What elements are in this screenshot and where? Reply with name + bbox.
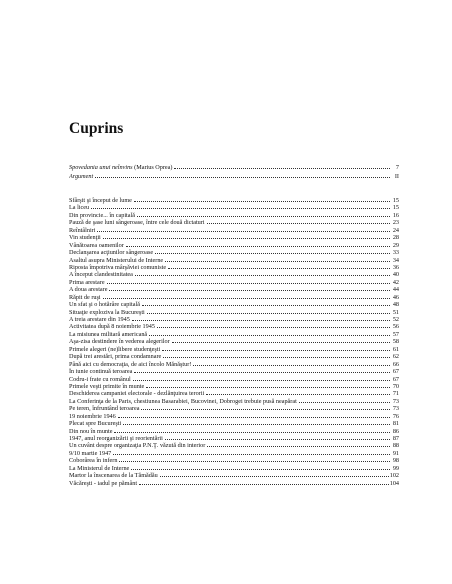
toc-entry-title <box>69 249 154 256</box>
toc-entry-title <box>69 450 112 457</box>
toc-entry-title-text: Văcăreşti - iadul pe pământ <box>69 479 138 487</box>
toc-entry-page-number: 52 <box>392 316 399 323</box>
toc-entry <box>69 368 399 375</box>
toc-entry-title <box>69 301 141 308</box>
toc-entry-title-text: A început clandestinitatea <box>69 271 133 279</box>
toc-entry-title <box>69 383 145 390</box>
toc-entry-page-number: 56 <box>392 323 399 331</box>
toc-entry-title-text: Asaltul asupra Ministerului de Interne <box>69 256 164 264</box>
dot-leader <box>118 416 390 418</box>
toc-entry-title-text: La Ministerul de Interne <box>69 464 130 472</box>
dot-leader <box>126 245 390 247</box>
toc-entry <box>69 457 399 464</box>
dot-leader <box>131 468 390 470</box>
toc-entry-title <box>69 368 133 375</box>
dot-leader <box>134 371 390 373</box>
toc-entry-title <box>69 234 102 241</box>
toc-entry <box>69 257 399 264</box>
dot-leader <box>123 423 390 425</box>
toc-entry-title <box>69 465 130 472</box>
dot-leader <box>147 312 390 314</box>
toc-entry-title-text: A treia arestare din 1945 <box>69 316 130 323</box>
toc-entry-title-text: După trei arestări, prima condamnare <box>69 353 162 361</box>
toc-entry <box>69 249 399 256</box>
toc-entry-page-number: 57 <box>392 330 399 338</box>
toc-entry-title <box>69 390 205 397</box>
toc-entry-page-number: 76 <box>392 412 399 420</box>
toc-entry <box>69 450 399 457</box>
toc-entry-page-number: 40 <box>392 271 399 279</box>
dot-leader <box>141 408 390 410</box>
dot-leader <box>109 289 390 291</box>
toc-entry <box>69 301 399 308</box>
toc-entry <box>69 420 399 427</box>
toc-entry <box>69 353 399 360</box>
toc-entry <box>69 405 399 412</box>
dot-leader <box>206 393 390 395</box>
toc-entry-title <box>69 472 159 479</box>
toc-entry-title-text: În iunie continuă teroarea <box>69 368 133 376</box>
toc-entry <box>69 442 399 449</box>
toc-entry-title-text: Situaţie exploziva la Bucureşti <box>69 308 145 316</box>
toc-entry <box>69 383 399 390</box>
toc-entry-title-text: Vânătoarea oamenilor <box>69 241 124 249</box>
toc-entry-title-text: Un sfat şi o hotărâre capitală <box>69 301 140 309</box>
dot-leader <box>139 483 389 485</box>
dot-leader <box>107 282 390 284</box>
toc-entry-title <box>69 242 125 249</box>
toc-entry-page-number: 67 <box>392 375 399 383</box>
toc-entry-title-text: La Conferinţa de la Paris, chestiunea Basarabiei, Bucovinei, Dobrogei trebuie pusă neapărat <box>69 397 297 405</box>
toc-entry-page-number: 7 <box>395 164 399 171</box>
toc-entry-title-text: Prima arestare <box>69 278 105 286</box>
toc-entry-page-number: 15 <box>392 204 399 212</box>
toc-entry-title <box>69 420 122 427</box>
toc-entry-page-number: 88 <box>392 442 399 450</box>
toc-entry-page-number: 46 <box>392 293 399 301</box>
toc-entry-title-text: Deschiderea campaniei electorale - dezlănţuirea terorii <box>69 390 205 398</box>
toc-entry-title-text: 1947, anul reorganizării şi reorientării <box>69 435 163 442</box>
toc-entry <box>69 234 399 241</box>
toc-entry-title <box>69 264 167 271</box>
toc-entry <box>69 227 399 234</box>
dot-leader <box>146 386 390 388</box>
toc-entry <box>69 346 399 353</box>
toc-entry-title-text: Din nou în munte <box>69 427 113 435</box>
toc-chapters-section <box>69 197 399 487</box>
toc-entry-title-text: Pe teren, înfruntând teroarea <box>69 405 140 413</box>
toc-entry-title <box>69 227 96 234</box>
toc-entry-title-text: Pauză de şase luni sângeroase, între cele două dictaturi <box>69 219 205 227</box>
dot-leader <box>207 222 390 224</box>
toc-entry-page-number: 87 <box>392 435 399 442</box>
toc-entry <box>69 398 399 405</box>
dot-leader <box>172 341 390 343</box>
toc-entry-title <box>69 212 136 219</box>
dot-leader <box>113 453 390 455</box>
toc-entry-page-number: 15 <box>392 197 399 204</box>
dot-leader <box>165 438 390 440</box>
toc-entry-title <box>69 457 118 464</box>
dot-leader <box>160 475 389 477</box>
dot-leader <box>103 297 390 299</box>
dot-leader <box>134 200 390 202</box>
toc-entry-title-text: Răpit de ruşi <box>69 293 101 301</box>
toc-entry-title <box>69 309 146 316</box>
toc-entry-title-text: La liceu <box>69 204 90 212</box>
toc-entry-page-number: 34 <box>392 256 399 264</box>
dot-leader <box>114 431 390 433</box>
toc-entry-page-number: 16 <box>392 211 399 219</box>
toc-entry <box>69 279 399 286</box>
dot-leader <box>103 237 390 239</box>
page-title: Cuprins <box>69 120 124 137</box>
toc-entry-title-text: A doua arestare <box>69 286 108 294</box>
dot-leader <box>174 167 390 169</box>
toc-entry-page-number: 42 <box>392 278 399 286</box>
toc-entry-title <box>69 428 113 435</box>
toc-entry-title-text: Activitatea după 8 noiembrie 1945 <box>69 323 155 331</box>
toc-entry-title-text: Spovedania unui neînvins <box>69 164 133 171</box>
toc-entry-title <box>69 279 106 286</box>
toc-entry-title <box>69 331 148 338</box>
toc-entry-title <box>69 163 173 172</box>
toc-entry-title <box>69 316 131 323</box>
dot-leader <box>165 260 390 262</box>
toc-entry-title-text: Declanşarea acţiunilor sângeroase <box>69 249 154 257</box>
toc-entry <box>69 465 399 472</box>
toc-entry-page-number: 73 <box>392 397 399 405</box>
dot-leader <box>133 379 390 381</box>
toc-entry-title <box>69 361 192 368</box>
toc-entry-title-text: 9/10 martie 1947 <box>69 449 112 457</box>
toc-entry-title <box>69 286 108 293</box>
toc-entry-page-number: 70 <box>392 382 399 390</box>
toc-entry-title <box>69 405 140 412</box>
toc-entry-title-text: Până aici cu democraţia, de aici încolo Mănăştur! <box>69 360 192 368</box>
dot-leader <box>135 274 390 276</box>
toc-entry-title <box>69 257 164 264</box>
toc-entry-title-text: Plecat spre Bucureşti <box>69 420 122 428</box>
toc-entry-title <box>69 398 298 405</box>
toc-entry-page-number: 91 <box>392 449 399 457</box>
toc-entry-page-number: 66 <box>392 360 399 368</box>
toc-entry-title <box>69 338 171 345</box>
dot-leader <box>142 304 390 306</box>
toc-entry-title <box>69 204 90 211</box>
toc-entry-title-text: Un cuvânt despre organizaţia P.N.Ţ. văzută din interior <box>69 442 206 450</box>
toc-entry-title-text: Argument <box>69 173 94 180</box>
toc-entry <box>69 197 399 204</box>
toc-intro-section <box>69 163 399 181</box>
toc-entry-title-text: Sfârşit şi început de lume <box>69 197 132 204</box>
dot-leader <box>168 267 390 269</box>
toc-entry <box>69 435 399 442</box>
toc-entry <box>69 331 399 338</box>
toc-entry-page-number: 62 <box>392 353 399 361</box>
dot-leader <box>137 215 390 217</box>
toc-entry-page-number: 67 <box>392 368 399 376</box>
toc-entry-title-text: Primele alegeri (ne)libere studenţeşti <box>69 345 161 353</box>
toc-entry-page-number: 73 <box>392 405 399 413</box>
toc-entry-page-number: 71 <box>392 390 399 398</box>
toc-entry-title-text: Coborârea în infern <box>69 457 118 465</box>
toc-entry <box>69 264 399 271</box>
toc-entry-page-number: 98 <box>392 457 399 465</box>
toc-entry-page-number: 51 <box>392 308 399 316</box>
dot-leader <box>193 364 390 366</box>
toc-entry-page-number: 28 <box>392 234 399 242</box>
toc-entry-page-number: 48 <box>392 301 399 309</box>
dot-leader <box>132 319 390 321</box>
toc-entry <box>69 361 399 368</box>
toc-entry-page-number: 36 <box>392 263 399 271</box>
toc-entry-page-number: 104 <box>389 479 399 487</box>
toc-entry <box>69 323 399 330</box>
toc-entry-page-number: 44 <box>392 286 399 294</box>
toc-entry-page-number: 61 <box>392 345 399 353</box>
dot-leader <box>149 334 390 336</box>
toc-entry <box>69 309 399 316</box>
toc-entry-title <box>69 219 206 226</box>
toc-entry <box>69 212 399 219</box>
toc-entry-page-number: 33 <box>392 249 399 257</box>
toc-entry-title-text: Reîntâlniri <box>69 226 96 234</box>
toc-entry-title <box>69 271 134 278</box>
toc-entry-page-number: 86 <box>392 427 399 435</box>
toc-entry-page-number: 81 <box>392 420 399 428</box>
toc-entry-page-number: 24 <box>392 226 399 234</box>
toc-entry-page-number: 58 <box>392 338 399 346</box>
toc-entry-title <box>69 480 138 487</box>
toc-entry-title-text: La misiunea militară americană <box>69 330 148 338</box>
toc-entry-page-number: 23 <box>392 219 399 227</box>
toc-entry <box>69 376 399 383</box>
toc-entry <box>69 294 399 301</box>
dot-leader <box>97 230 390 232</box>
toc-entry <box>69 480 399 487</box>
dot-leader <box>299 401 390 403</box>
toc-entry-title-text: Vin studenţii <box>69 234 101 242</box>
toc-entry-title-text: Martor la înscenarea de la Tămădău <box>69 472 158 480</box>
dot-leader <box>163 356 390 358</box>
toc-entry <box>69 428 399 435</box>
toc-entry-page-number: II <box>394 173 399 180</box>
toc-entry-title-text: Riposta împotriva mârşăviei comuniste <box>69 263 167 271</box>
dot-leader <box>207 445 390 447</box>
toc-entry-title <box>69 172 94 181</box>
toc-entry-title <box>69 294 102 301</box>
toc-entry <box>69 271 399 278</box>
toc-entry <box>69 413 399 420</box>
dot-leader <box>157 326 390 328</box>
toc-entry <box>69 338 399 345</box>
toc-entry-page-number: 29 <box>392 241 399 249</box>
toc-entry-title <box>69 346 161 353</box>
toc-entry-title <box>69 323 156 330</box>
dot-leader <box>162 349 390 351</box>
dot-leader <box>119 460 390 462</box>
toc-intro-entry <box>69 172 399 181</box>
toc-entry-page-number: 102 <box>389 472 399 480</box>
toc-entry-title <box>69 442 206 449</box>
toc-entry-title <box>69 435 164 442</box>
toc-entry-title-text: Primele veşti primite în munte <box>69 382 145 390</box>
toc-entry <box>69 286 399 293</box>
toc-entry-title-text: 19 noiembrie 1946 <box>69 412 116 420</box>
toc-entry-title-text: Din provincie... în capitală <box>69 211 135 219</box>
toc-entry <box>69 390 399 397</box>
toc-entry <box>69 472 399 479</box>
toc-entry-author-note: (Marius Oprea) <box>132 164 173 171</box>
toc-entry-title <box>69 413 117 420</box>
dot-leader <box>155 252 390 254</box>
toc-entry-title-text: Codru-i frate cu românul <box>69 375 131 383</box>
toc-entry <box>69 316 399 323</box>
toc-entry-page-number: 99 <box>392 464 399 472</box>
toc-entry-title <box>69 353 162 360</box>
toc-intro-entry <box>69 163 399 172</box>
toc-entry-title <box>69 376 132 383</box>
dot-leader <box>95 176 390 178</box>
toc-entry-title-text: Aşa-zisa destindere în vederea alegerilor <box>69 338 170 346</box>
toc-entry <box>69 242 399 249</box>
dot-leader <box>91 207 390 209</box>
toc-entry <box>69 219 399 226</box>
toc-entry-title <box>69 197 133 204</box>
toc-entry <box>69 204 399 211</box>
